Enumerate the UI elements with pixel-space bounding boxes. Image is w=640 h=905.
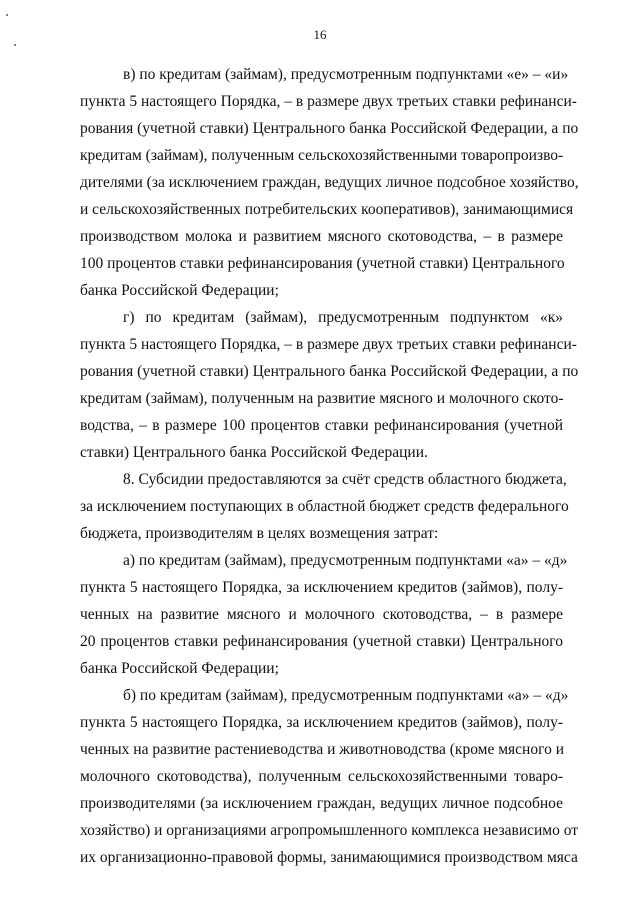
text-line: молочного скотоводства), полученным сельскохозяйственными товаро- [80,768,563,785]
text-line: 100 процентов ставки рефинансирования (учетной ставки) Центрального [80,255,565,272]
scan-speck [14,44,16,46]
text-line: кредитам (займам), полученным сельскохозяйственными товаропроизво- [80,147,564,164]
text-line: банка Российской Федерации; [80,282,279,299]
text-line: рования (учетной ставки) Центрального банка Российской Федерации, а по [80,120,579,137]
text-line: пункта 5 настоящего Порядка, – в размере двух третьих ставки рефинанси- [80,336,577,353]
text-line: производителями (за исключением граждан, ведущих личное подсобное [80,795,563,812]
text-line: г) по кредитам (займам), предусмотренным подпунктом «к» [123,309,563,326]
text-line: ставки) Центрального банка Российской Федерации. [80,444,428,461]
text-line: в) по кредитам (займам), предусмотренным подпунктами «е» – «и» [123,66,569,83]
text-line: бюджета, производителям в целях возмещения затрат: [80,525,439,542]
text-line: кредитам (займам), полученным на развитие мясного и молочного ското- [80,390,564,407]
text-line: а) по кредитам (займам), предусмотренным подпунктами «а» – «д» [123,552,568,569]
text-line: рования (учетной ставки) Центрального банка Российской Федерации, а по [80,363,579,380]
text-line: ченных на развитие мясного и молочного скотоводства, – в размере [80,606,563,623]
text-line: их организационно-правовой формы, занимающимися производством мяса [80,849,578,866]
text-line: 8. Субсидии предоставляются за счёт средств областного бюджета, [123,471,567,488]
page-number: 16 [313,27,327,42]
text-line: хозяйство) и организациями агропромышленного комплекса независимо от [80,822,579,839]
text-line: дителями (за исключением граждан, ведущих личное подсобное хозяйство, [80,174,579,191]
text-line: б) по кредитам (займам), предусмотренным подпунктами «а» – «д» [123,687,569,704]
text-line: пункта 5 настоящего Порядка, – в размере двух третьих ставки рефинанси- [80,93,577,110]
scan-speck [6,14,8,16]
text-line: банка Российской Федерации; [80,660,279,677]
text-line: пункта 5 настоящего Порядка, за исключением кредитов (займов), полу- [80,714,563,731]
text-line: водства, – в размере 100 процентов ставки рефинансирования (учетной [80,417,563,434]
text-line: пункта 5 настоящего Порядка, за исключением кредитов (займов), полу- [80,579,563,596]
text-line: за исключением поступающих в областной бюджет средств федерального [80,498,569,515]
text-line: и сельскохозяйственных потребительских кооперативов), занимающимися [80,201,574,218]
text-line: 20 процентов ставки рефинансирования (учетной ставки) Центрального [80,633,563,650]
text-line: производством молока и развитием мясного скотоводства, – в размере [80,228,563,245]
text-line: ченных на развитие растениеводства и животноводства (кроме мясного и [80,741,564,758]
